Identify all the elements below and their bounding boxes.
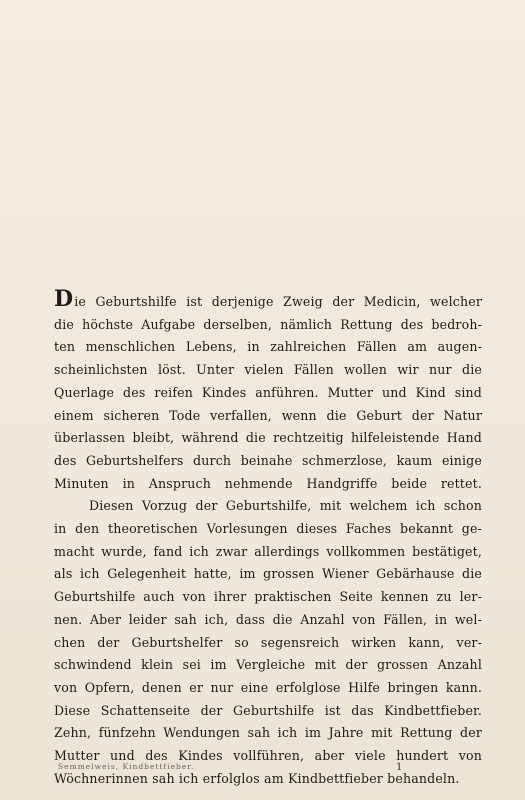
text-line: die höchste Aufgabe derselben, nämlich Rettung des bedroh- [54,316,482,332]
text-line: Diesen Vorzug der Geburtshilfe, mit welchem ich schon [89,498,482,514]
text-line: schwindend klein sei im Vergleiche mit der grossen Anzahl [54,657,482,673]
signature-line: Semmelweis, Kindbettfieber. [58,762,195,771]
initial-letter: D [54,286,74,312]
sheet-signature-mark: 1 [396,762,403,773]
text-line: Zehn, fünfzehn Wendungen sah ich im Jahre mit Rettung der [54,725,482,741]
paragraph-2 [54,495,482,790]
body-text [54,288,482,790]
text-line: chen der Geburtshelfer so segensreich wirken kann, ver- [54,634,482,650]
text-line: überlassen bleibt, während die rechtzeitig hilfeleistende Hand [54,430,482,446]
text-line: von Opfern, denen er nur eine erfolglose Hilfe bringen kann. [54,679,482,695]
text-line: in den theoretischen Vorlesungen dieses Faches bekannt ge- [54,521,482,537]
text-line: als ich Gelegenheit hatte, im grossen Wiener Gebärhause die [54,566,482,582]
text-line: Querlage des reifen Kindes anführen. Mutter und Kind sind [54,384,482,400]
text-line: Wöchnerinnen sah ich erfolglos am Kindbettfieber behandeln. [54,770,460,786]
text-line: einem sicheren Tode verfallen, wenn die Geburt der Natur [54,407,482,423]
text-line: ten menschlichen Lebens, in zahlreichen Fällen am augen- [54,339,482,355]
text-line: scheinlichsten löst. Unter vielen Fällen wollen wir nur die [54,362,482,378]
text-line: macht wurde, fand ich zwar allerdings vollkommen bestätiget, [54,543,482,559]
text-line: nen. Aber leider sah ich, dass die Anzahl von Fällen, in wel- [54,611,482,627]
text-line: des Geburtshelfers durch beinahe schmerzlose, kaum einige [54,452,482,468]
text-line: Minuten in Anspruch nehmende Handgriffe beide rettet. [54,475,482,491]
text-line: Geburtshilfe auch von ihrer praktischen Seite kennen zu ler- [54,589,482,605]
text-line-rest: ie Geburtshilfe ist derjenige Zweig der Medicin, welcher [74,294,482,309]
text-line: Diese Schattenseite der Geburtshilfe ist das Kindbettfieber. [54,702,482,718]
text-line [54,288,482,314]
text-line: Mutter und des Kindes vollführen, aber viele hundert von [54,748,482,764]
paragraph-1 [54,288,482,495]
